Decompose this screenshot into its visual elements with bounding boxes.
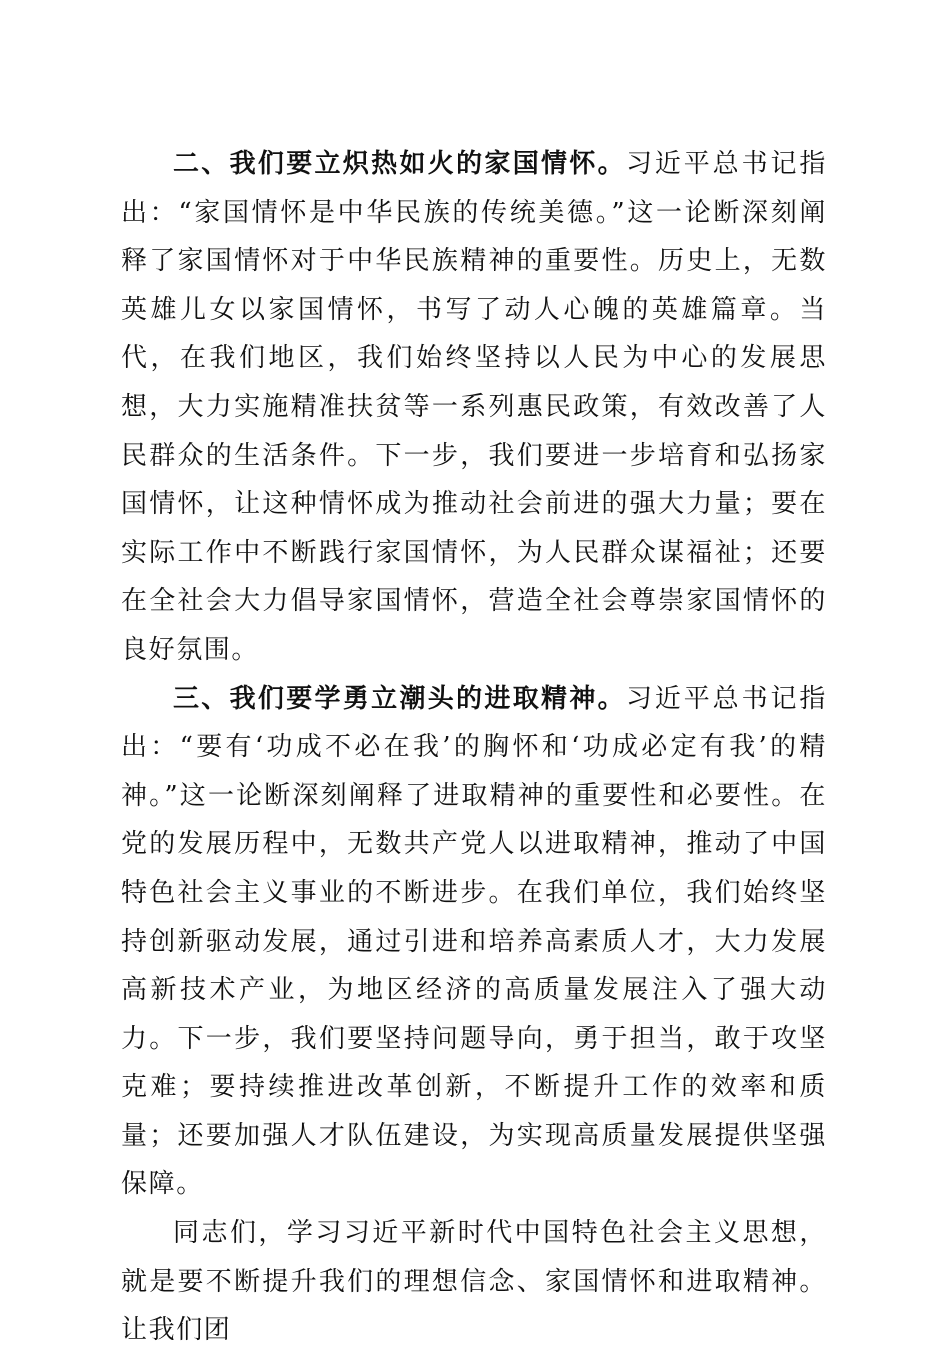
paragraph-text: 习近平总书记指出：“家国情怀是中华民族的传统美德。”这一论断深刻阐释了家国情怀对于中华民族精神的重要性。历史上，无数英雄儿女以家国情怀，书写了动人心魄的英雄篇章。当代，在我们地区，我们始终坚持以人民为中心的发展思想，大力实施精准扶贫等一系列惠民政策，有效改善了人民群众的生活条件。下一步，我们要进一步培育和弘扬家国情怀，让这种情怀成为推动社会前进的强大力量；要在实际工作中不断践行家国情怀，为人民群众谋福祉；还要在全社会大力倡导家国情怀，营造全社会尊崇家国情怀的良好氛围。: [121, 149, 827, 665]
paragraph-enterprising-spirit: [121, 675, 827, 1210]
paragraph-text: 同志们，学习习近平新时代中国特色社会主义思想，就是要不断提升我们的理想信念、家国情怀和进取精神。让我们团: [121, 1218, 827, 1346]
section-heading-two: 二、我们要立炽热如火的家国情怀。: [173, 149, 626, 179]
section-heading-three: 三、我们要学勇立潮头的进取精神。: [173, 683, 626, 714]
paragraph-conclusion: [121, 1209, 827, 1355]
document-body: [121, 140, 827, 1355]
paragraph-text: 习近平总书记指出：“要有‘功成不必在我’的胸怀和‘功成必定有我’的精神。”这一论断深刻阐释了进取精神的重要性和必要性。在党的发展历程中，无数共产党人以进取精神，推动了中国特色社会主义事业的不断进步。在我们单位，我们始终坚持创新驱动发展，通过引进和培养高素质人才，大力发展高新技术产业，为地区经济的高质量发展注入了强大动力。下一步，我们要坚持问题导向，勇于担当，敢于攻坚克难；要持续推进改革创新，不断提升工作的效率和质量；还要加强人才队伍建设，为实现高质量发展提供坚强保障。: [121, 683, 827, 1200]
paragraph-family-sentiment: [121, 140, 827, 675]
